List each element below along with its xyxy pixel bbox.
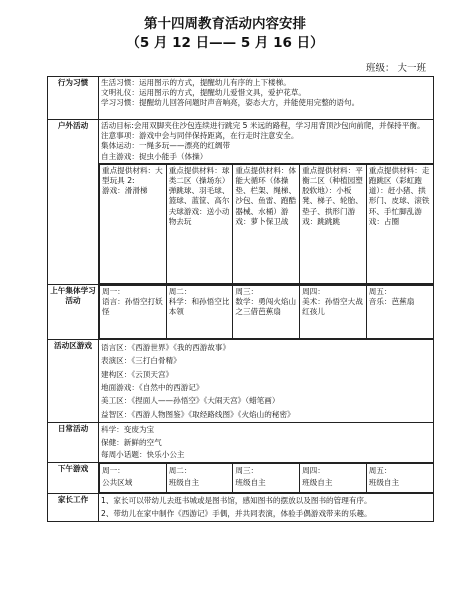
row-daily <box>48 423 434 463</box>
row-morning <box>48 284 434 339</box>
habit-line: 生活习惯：运用图示的方式，提醒幼儿有序的上下楼梯。 <box>101 78 291 87</box>
habit-line: 学习习惯：提醒幼儿回答问题时声音响亮，姿态大方，并能使用完整的语句。 <box>101 98 360 108</box>
class-label: 班级： <box>365 63 395 74</box>
outdoor-day-3: 重点提供材料：体能大循环（体操垫、栏架、绳梯、沙包、鱼雷、跑酷器械、水桶）游戏：萝卜保卫战 <box>233 164 300 283</box>
daily-line: 保健：新鲜的空气 <box>101 437 162 447</box>
row-areas <box>48 339 434 422</box>
class-info <box>366 60 426 74</box>
area-line: 美工区：《捏面人——孙悟空》《大闹天宫》（蜡笔画） <box>101 396 280 406</box>
row-label-morning: 上午集体学习活动 <box>48 284 99 339</box>
morning-day-3: 周三： 数学：勇闯火焰山之三借芭蕉扇 <box>233 285 300 338</box>
row-label-habits: 行为习惯 <box>48 77 99 120</box>
row-outdoor <box>48 120 434 285</box>
area-line: 建构区：《云顶天宫》 <box>101 369 174 379</box>
parents-line: 2、带幼儿在家中制作《西游记》手偶，并共同表演，体验手偶游戏带来的乐趣。 <box>101 508 372 518</box>
afternoon-content <box>99 463 434 494</box>
area-line: 语言区：《西游世界》《我的西游故事》 <box>101 342 231 352</box>
morning-day-4: 周四： 美术：孙悟空大战红孩儿 <box>300 285 367 338</box>
daily-line: 每周小话题：快乐小公主 <box>101 450 185 460</box>
parents-line: 1、家长可以带幼儿去逛书城或是图书馆，感知图书的摆放以及图书的管理有序。 <box>101 496 372 506</box>
outdoor-line: 活动目标:会用双脚夹住沙包连续进行跳完 5 米远的路程，学习用背顶沙包向前爬，并保持平衡。 <box>101 121 425 130</box>
row-label-parents: 家长工作 <box>48 494 99 522</box>
afternoon-day-5: 周五： 班级自主 <box>366 464 433 493</box>
date-range: （5 月 12 日—— 5 月 16 日） <box>126 35 324 51</box>
outdoor-day-1: 重点提供材料：大型玩具 2: 游戏：滑滑梯 <box>100 164 167 283</box>
row-habits <box>48 77 434 120</box>
habit-line: 文明礼仪：运用图示的方式，提醒幼儿爱惜文具，爱护花草。 <box>101 88 307 98</box>
row-label-afternoon: 下午游戏 <box>48 463 99 494</box>
daily-line: 科学：变废为宝 <box>101 425 155 435</box>
morning-day-5: 周五： 音乐：芭蕉扇 <box>366 285 433 338</box>
afternoon-day-2: 周二： 班级自主 <box>166 464 233 493</box>
morning-content <box>99 284 434 339</box>
outdoor-content <box>99 120 434 285</box>
outdoor-line: 自主游戏：捉虫小能手（体操） <box>101 151 208 161</box>
outdoor-day-5: 重点提供材料：走跑跳区（彩虹跑道）：赶小猪、拱形门、皮球、滚铁环、手忙脚乱游戏：占圈 <box>366 164 433 283</box>
areas-content <box>99 339 434 422</box>
row-parents <box>48 494 434 522</box>
afternoon-day-3: 周三： 班级自主 <box>233 464 300 493</box>
row-afternoon <box>48 463 434 494</box>
afternoon-days <box>99 463 433 493</box>
parents-content <box>99 494 434 522</box>
outdoor-line: 注意事项：游戏中会与同伴保持距离，在行走时注意安全。 <box>101 131 299 141</box>
outdoor-days <box>99 164 433 284</box>
area-line: 益智区：《西游人物图鉴》《取经路线图》《火焰山的秘密》 <box>101 409 295 419</box>
afternoon-day-4: 周四： 班级自主 <box>300 464 367 493</box>
daily-content <box>99 423 434 463</box>
outdoor-line: 集体运动：一绳多玩——漂亮的红绸带 <box>101 141 231 151</box>
outdoor-day-2: 重点提供材料：球类二区（操场东）弹跳球、羽毛球、篮球、蓝筐、高尔夫球游戏：送小动物去玩 <box>166 164 233 283</box>
schedule-table <box>47 76 434 522</box>
morning-day-2: 周二： 科学：和孙悟空比本领 <box>166 285 233 338</box>
row-label-outdoor: 户外活动 <box>48 120 99 285</box>
row-label-areas: 活动区游戏 <box>48 339 99 422</box>
class-name: 大一班 <box>397 63 426 74</box>
area-line: 地面游戏：《自然中的西游记》 <box>101 383 204 393</box>
outdoor-goals <box>99 120 433 164</box>
habits-content <box>99 77 434 120</box>
outdoor-day-4: 重点提供材料：平衡二区（种植园塑胶软地）：小板凳、梯子、轮胎、垫子、拱形门游戏：跳跳跳 <box>300 164 367 283</box>
page-title: 第十四周教育活动内容安排 <box>144 16 306 32</box>
morning-day-1: 周一： 语言：孙悟空打妖怪 <box>100 285 167 338</box>
area-line: 表演区：《三打白骨精》 <box>101 356 181 366</box>
afternoon-day-1: 周一： 公共区域 <box>100 464 167 493</box>
morning-days <box>99 285 433 339</box>
row-label-daily: 日常活动 <box>48 423 99 463</box>
